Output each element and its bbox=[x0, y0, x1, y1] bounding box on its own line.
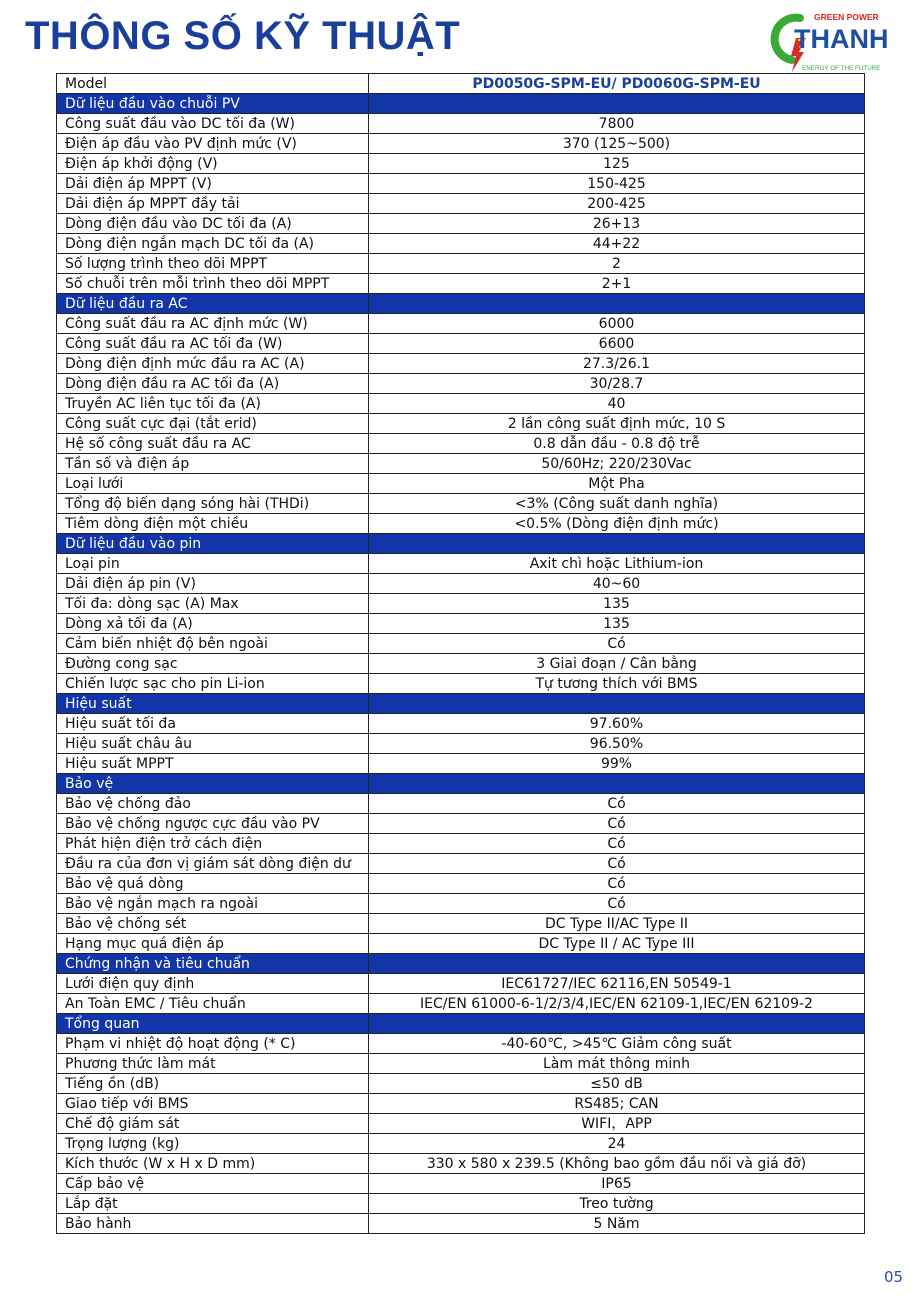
spec-row bbox=[57, 994, 865, 1014]
spec-value: 24 bbox=[369, 1134, 865, 1154]
spec-row bbox=[57, 414, 865, 434]
spec-label: Công suất cực đại (tắt erid) bbox=[57, 414, 369, 434]
section-title: Dữ liệu đầu vào chuỗi PV bbox=[57, 94, 369, 114]
spec-row bbox=[57, 934, 865, 954]
spec-value: 40~60 bbox=[369, 574, 865, 594]
spec-label: Dải điện áp MPPT đầy tải bbox=[57, 194, 369, 214]
spec-label: Trọng lượng (kg) bbox=[57, 1134, 369, 1154]
spec-value: 135 bbox=[369, 594, 865, 614]
spec-row bbox=[57, 1094, 865, 1114]
spec-value: 370 (125~500) bbox=[369, 134, 865, 154]
spec-label: Bảo vệ quá dòng bbox=[57, 874, 369, 894]
company-logo bbox=[766, 8, 896, 74]
spec-row bbox=[57, 154, 865, 174]
spec-label: Dải điện áp MPPT (V) bbox=[57, 174, 369, 194]
spec-row bbox=[57, 734, 865, 754]
section-header-blank bbox=[369, 94, 865, 114]
spec-row bbox=[57, 914, 865, 934]
spec-row bbox=[57, 1074, 865, 1094]
section-header-blank bbox=[369, 1014, 865, 1034]
spec-value: 2 lần công suất định mức, 10 S bbox=[369, 414, 865, 434]
spec-value: 50/60Hz; 220/230Vac bbox=[369, 454, 865, 474]
spec-label: Chế độ giám sát bbox=[57, 1114, 369, 1134]
spec-row bbox=[57, 234, 865, 254]
spec-row bbox=[57, 134, 865, 154]
spec-label: Dòng điện đầu ra AC tối đa (A) bbox=[57, 374, 369, 394]
section-header-blank bbox=[369, 694, 865, 714]
spec-value: 30/28.7 bbox=[369, 374, 865, 394]
spec-row bbox=[57, 394, 865, 414]
spec-label: Đường cong sạc bbox=[57, 654, 369, 674]
spec-value: 5 Năm bbox=[369, 1214, 865, 1234]
spec-label: Loại lưới bbox=[57, 474, 369, 494]
spec-row bbox=[57, 334, 865, 354]
spec-label: Tiếng ồn (dB) bbox=[57, 1074, 369, 1094]
spec-row bbox=[57, 854, 865, 874]
spec-label: Dải điện áp pin (V) bbox=[57, 574, 369, 594]
spec-row bbox=[57, 1154, 865, 1174]
spec-value: Axit chì hoặc Lithium-ion bbox=[369, 554, 865, 574]
spec-value: Có bbox=[369, 854, 865, 874]
spec-value: 96.50% bbox=[369, 734, 865, 754]
section-title: Hiệu suất bbox=[57, 694, 369, 714]
spec-value: 125 bbox=[369, 154, 865, 174]
spec-row bbox=[57, 654, 865, 674]
spec-value: 2 bbox=[369, 254, 865, 274]
spec-row bbox=[57, 254, 865, 274]
spec-label: Bảo vệ ngắn mạch ra ngoài bbox=[57, 894, 369, 914]
section-header bbox=[57, 294, 865, 314]
spec-value: IEC/EN 61000-6-1/2/3/4,IEC/EN 62109-1,IEC/EN 62109-2 bbox=[369, 994, 865, 1014]
spec-label: Điện áp đầu vào PV định mức (V) bbox=[57, 134, 369, 154]
section-header bbox=[57, 774, 865, 794]
spec-row bbox=[57, 794, 865, 814]
spec-value: Có bbox=[369, 874, 865, 894]
spec-label: Dòng điện ngắn mạch DC tối đa (A) bbox=[57, 234, 369, 254]
section-header-blank bbox=[369, 534, 865, 554]
spec-label: Giao tiếp với BMS bbox=[57, 1094, 369, 1114]
spec-value: 135 bbox=[369, 614, 865, 634]
spec-value: <0.5% (Dòng điện định mức) bbox=[369, 514, 865, 534]
spec-row bbox=[57, 1034, 865, 1054]
spec-value: 27.3/26.1 bbox=[369, 354, 865, 374]
spec-label: Dòng điện đầu vào DC tối đa (A) bbox=[57, 214, 369, 234]
spec-label: Tối đa: dòng sạc (A) Max bbox=[57, 594, 369, 614]
spec-row bbox=[57, 374, 865, 394]
spec-label: Công suất đầu ra AC định mức (W) bbox=[57, 314, 369, 334]
spec-value: Có bbox=[369, 894, 865, 914]
spec-label: Công suất đầu vào DC tối đa (W) bbox=[57, 114, 369, 134]
spec-label: Hệ số công suất đầu ra AC bbox=[57, 434, 369, 454]
spec-label: Dòng điện định mức đầu ra AC (A) bbox=[57, 354, 369, 374]
section-title: Dữ liệu đầu vào pin bbox=[57, 534, 369, 554]
spec-label: Tổng độ biến dạng sóng hài (THDi) bbox=[57, 494, 369, 514]
spec-value: RS485; CAN bbox=[369, 1094, 865, 1114]
spec-label: Phạm vi nhiệt độ hoạt động (* C) bbox=[57, 1034, 369, 1054]
spec-row bbox=[57, 574, 865, 594]
section-header bbox=[57, 1014, 865, 1034]
spec-row bbox=[57, 554, 865, 574]
spec-label: Bảo vệ chống đảo bbox=[57, 794, 369, 814]
spec-label: Chiến lược sạc cho pin Li-ion bbox=[57, 674, 369, 694]
spec-row bbox=[57, 114, 865, 134]
spec-label: Hiệu suất tối đa bbox=[57, 714, 369, 734]
spec-value: 7800 bbox=[369, 114, 865, 134]
spec-value: DC Type II / AC Type III bbox=[369, 934, 865, 954]
section-header bbox=[57, 94, 865, 114]
spec-value: 44+22 bbox=[369, 234, 865, 254]
spec-row bbox=[57, 674, 865, 694]
spec-value: 330 x 580 x 239.5 (Không bao gồm đầu nối và giá đỡ) bbox=[369, 1154, 865, 1174]
logo-main-text: THANH bbox=[794, 24, 889, 54]
spec-label: Phát hiện điện trở cách điện bbox=[57, 834, 369, 854]
spec-row bbox=[57, 514, 865, 534]
model-row bbox=[57, 74, 865, 94]
spec-label: Tần số và điện áp bbox=[57, 454, 369, 474]
spec-label: Cảm biến nhiệt độ bên ngoài bbox=[57, 634, 369, 654]
spec-label: Số lượng trình theo dõi MPPT bbox=[57, 254, 369, 274]
spec-label: Điện áp khởi động (V) bbox=[57, 154, 369, 174]
spec-row bbox=[57, 1054, 865, 1074]
section-header bbox=[57, 534, 865, 554]
section-title: Dữ liệu đầu ra AC bbox=[57, 294, 369, 314]
spec-value: IP65 bbox=[369, 1174, 865, 1194]
section-header-blank bbox=[369, 774, 865, 794]
spec-value: Có bbox=[369, 814, 865, 834]
model-value: PD0050G-SPM-EU/ PD0060G-SPM-EU bbox=[369, 74, 865, 94]
spec-value: Có bbox=[369, 634, 865, 654]
spec-label: Kích thước (W x H x D mm) bbox=[57, 1154, 369, 1174]
section-title: Bảo vệ bbox=[57, 774, 369, 794]
spec-value: 6000 bbox=[369, 314, 865, 334]
model-label: Model bbox=[57, 74, 369, 94]
spec-row bbox=[57, 754, 865, 774]
spec-row bbox=[57, 1214, 865, 1234]
spec-row bbox=[57, 1174, 865, 1194]
page-title: THÔNG SỐ KỸ THUẬT bbox=[25, 14, 461, 58]
spec-label: Bảo vệ chống sét bbox=[57, 914, 369, 934]
spec-row bbox=[57, 834, 865, 854]
spec-label: Hiệu suất MPPT bbox=[57, 754, 369, 774]
spec-value: 150-425 bbox=[369, 174, 865, 194]
spec-value: 6600 bbox=[369, 334, 865, 354]
spec-row bbox=[57, 1114, 865, 1134]
spec-row bbox=[57, 1134, 865, 1154]
spec-label: Công suất đầu ra AC tối đa (W) bbox=[57, 334, 369, 354]
section-header-blank bbox=[369, 294, 865, 314]
spec-value: IEC61727/IEC 62116,EN 50549-1 bbox=[369, 974, 865, 994]
spec-row bbox=[57, 594, 865, 614]
spec-value: 2+1 bbox=[369, 274, 865, 294]
spec-row bbox=[57, 174, 865, 194]
spec-value: WIFI，APP bbox=[369, 1114, 865, 1134]
spec-row bbox=[57, 314, 865, 334]
spec-value: Treo tường bbox=[369, 1194, 865, 1214]
spec-row bbox=[57, 814, 865, 834]
spec-label: Lưới điện quy định bbox=[57, 974, 369, 994]
logo-tagline: ENERGY OF THE FUTURE bbox=[802, 65, 881, 72]
spec-label: Bảo vệ chống ngược cực đầu vào PV bbox=[57, 814, 369, 834]
spec-value: Có bbox=[369, 794, 865, 814]
spec-value: 40 bbox=[369, 394, 865, 414]
spec-label: Số chuỗi trên mỗi trình theo dõi MPPT bbox=[57, 274, 369, 294]
spec-value: Có bbox=[369, 834, 865, 854]
spec-row bbox=[57, 634, 865, 654]
spec-row bbox=[57, 354, 865, 374]
spec-row bbox=[57, 874, 865, 894]
spec-row bbox=[57, 974, 865, 994]
section-header bbox=[57, 694, 865, 714]
spec-label: Loại pin bbox=[57, 554, 369, 574]
spec-row bbox=[57, 614, 865, 634]
spec-value: 0.8 dẫn đầu - 0.8 độ trễ bbox=[369, 434, 865, 454]
spec-value: 97.60% bbox=[369, 714, 865, 734]
spec-value: 26+13 bbox=[369, 214, 865, 234]
spec-value: DC Type II/AC Type II bbox=[369, 914, 865, 934]
spec-value: ≤50 dB bbox=[369, 1074, 865, 1094]
spec-value: Một Pha bbox=[369, 474, 865, 494]
spec-label: Phương thức làm mát bbox=[57, 1054, 369, 1074]
spec-row bbox=[57, 494, 865, 514]
spec-row bbox=[57, 194, 865, 214]
spec-row bbox=[57, 714, 865, 734]
spec-value: Làm mát thông minh bbox=[369, 1054, 865, 1074]
spec-label: Cấp bảo vệ bbox=[57, 1174, 369, 1194]
spec-row bbox=[57, 454, 865, 474]
spec-value: <3% (Công suất danh nghĩa) bbox=[369, 494, 865, 514]
spec-label: Lắp đặt bbox=[57, 1194, 369, 1214]
spec-row bbox=[57, 474, 865, 494]
section-header bbox=[57, 954, 865, 974]
spec-label: Dòng xả tối đa (A) bbox=[57, 614, 369, 634]
spec-label: Đầu ra của đơn vị giám sát dòng điện dư bbox=[57, 854, 369, 874]
section-title: Tổng quan bbox=[57, 1014, 369, 1034]
spec-value: 200-425 bbox=[369, 194, 865, 214]
spec-label: Hạng mục quá điện áp bbox=[57, 934, 369, 954]
page-number: 05 bbox=[884, 1268, 904, 1286]
spec-row bbox=[57, 274, 865, 294]
section-title: Chứng nhận và tiêu chuẩn bbox=[57, 954, 369, 974]
spec-value: Tự tương thích với BMS bbox=[369, 674, 865, 694]
spec-row bbox=[57, 894, 865, 914]
logo-top-text: GREEN POWER bbox=[814, 12, 879, 22]
spec-value: 99% bbox=[369, 754, 865, 774]
spec-label: Hiệu suất châu âu bbox=[57, 734, 369, 754]
spec-row bbox=[57, 214, 865, 234]
spec-row bbox=[57, 1194, 865, 1214]
spec-table bbox=[56, 73, 865, 1234]
section-header-blank bbox=[369, 954, 865, 974]
spec-row bbox=[57, 434, 865, 454]
spec-label: Tiêm dòng điện một chiều bbox=[57, 514, 369, 534]
spec-label: Truyền AC liên tục tối đa (A) bbox=[57, 394, 369, 414]
spec-value: 3 Giai đoạn / Cân bằng bbox=[369, 654, 865, 674]
spec-label: Bảo hành bbox=[57, 1214, 369, 1234]
spec-label: An Toàn EMC / Tiêu chuẩn bbox=[57, 994, 369, 1014]
spec-value: -40-60℃, >45℃ Giảm công suất bbox=[369, 1034, 865, 1054]
